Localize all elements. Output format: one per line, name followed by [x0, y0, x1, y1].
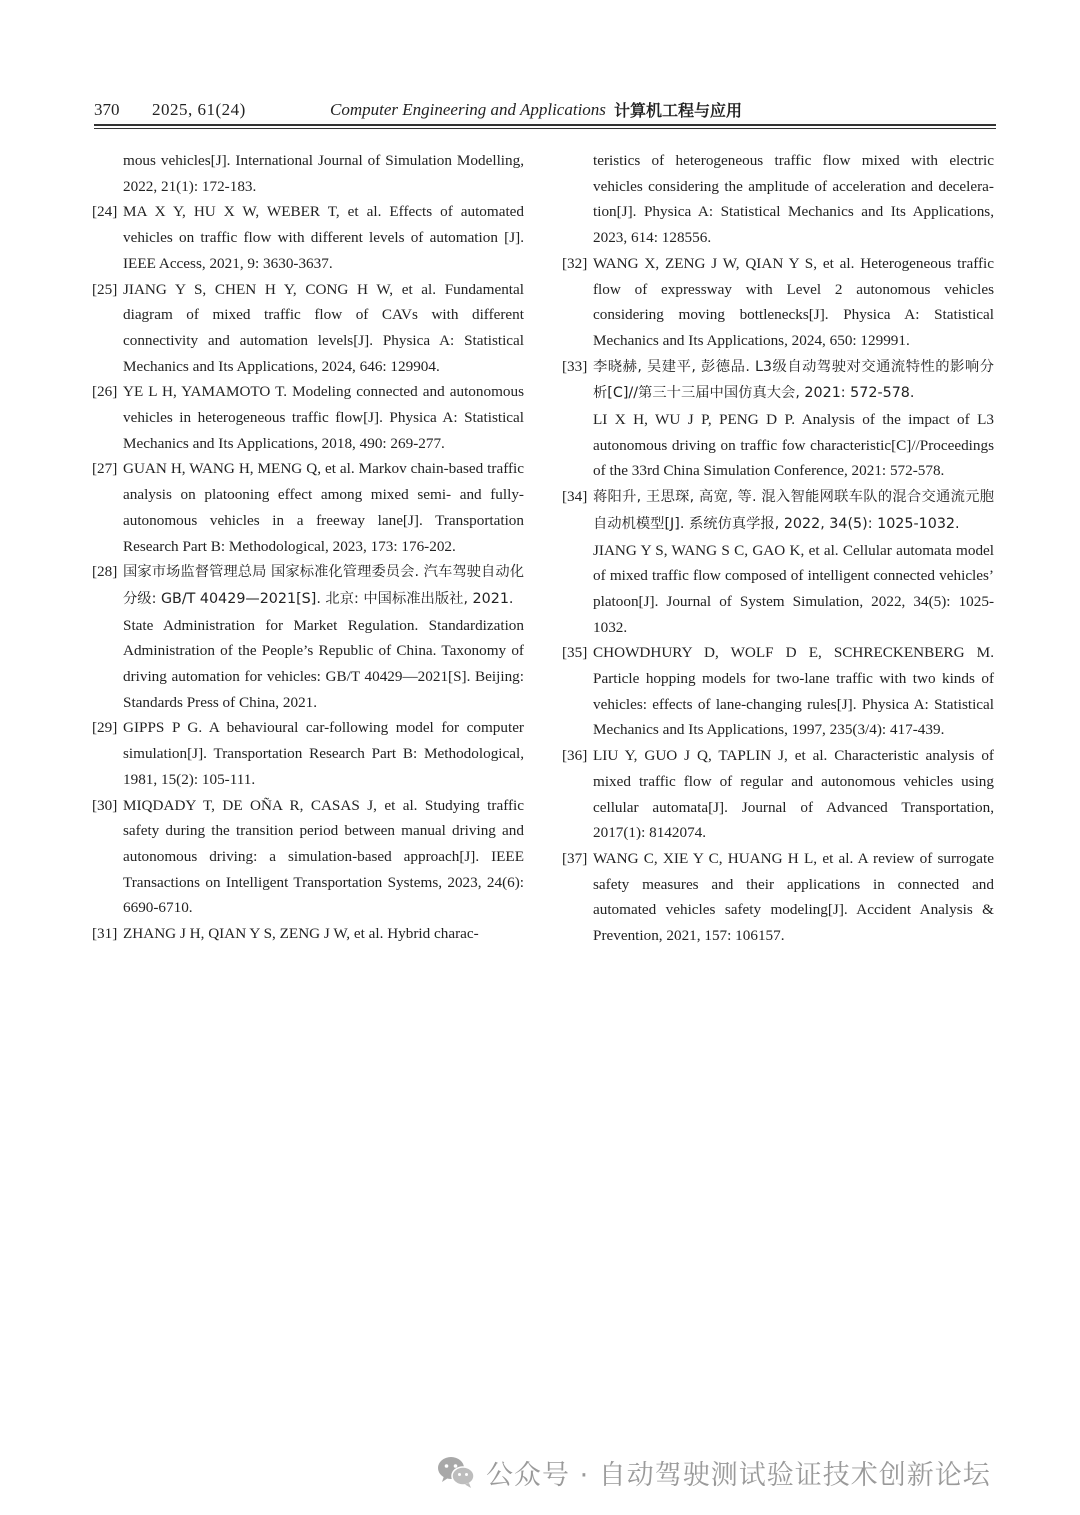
reference-text: CHOWDHURY D, WOLF D E, SCHRECKENBERG M. Particle hopping models for two-lane traffic with two kinds of vehicles: effects of lane-changing rules[J]. Physica A: Statistical Mechanics and Its Applications, 1997, 235(3/4): 417-439. — [593, 644, 994, 739]
journal-title-en: Computer Engineering and Applications — [330, 100, 606, 119]
reference-number: [24] — [92, 203, 118, 221]
left-column — [92, 148, 524, 947]
watermark-text: 公众号 · 自动驾驶测试验证技术创新论坛 — [486, 1459, 991, 1491]
reference-item — [562, 640, 994, 743]
watermark-footer — [436, 1452, 991, 1492]
reference-item — [92, 793, 524, 922]
reference-number: [28] — [92, 563, 118, 581]
reference-text: ZHANG J H, QIAN Y S, ZENG J W, et al. Hybrid charac- — [123, 925, 479, 943]
reference-item — [92, 715, 524, 792]
reference-text: GUAN H, WANG H, MENG Q, et al. Markov chain-based traffic analysis on platooning effect among mixed semi- and fully-autonomous vehicles in a freeway lane[J]. Transportation Research Part B: Methodological, 2023, 173: 176-202. — [123, 460, 524, 555]
reference-text: LIU Y, GUO J Q, TAPLIN J, et al. Characteristic analysis of mixed traffic flow of regular and autonomous vehicles using cellular automata[J]. Journal of Advanced Transportation, 2017(1): 8142074. — [593, 747, 994, 842]
reference-text: MIQDADY T, DE OÑA R, CASAS J, et al. Studying traffic safety during the transition period between manual driving and autonomous driving: a simulation-based approach[J]. IEEE Transactions on Intelligent Transportation Systems, 2023, 24(6): 6690-6710. — [123, 796, 524, 917]
header-rule-thin — [94, 128, 996, 129]
reference-text-cn: 国家市场监督管理总局 国家标准化管理委员会. 汽车驾驶自动化分级: GB/T 40429—2021[S]. 北京: 中国标准出版社, 2021. — [123, 564, 524, 607]
reference-text: JIANG Y S, WANG S C, GAO K, et al. Cellular automata model of mixed traffic flow composed of intelligent connected vehicles’ platoon[J]. Journal of System Simulation, 2022, 34(5): 1025-1032. — [593, 541, 994, 636]
issue-info: 2025, 61(24) — [152, 100, 246, 119]
reference-number: [25] — [92, 280, 118, 298]
right-column — [562, 148, 994, 949]
reference-number: [34] — [562, 488, 588, 506]
reference-item — [92, 456, 524, 559]
reference-text: GIPPS P G. A behavioural car-following model for computer simulation[J]. Transportation Research Part B: Methodological, 1981, 15(2): 105-111. — [123, 719, 524, 788]
page-number: 370 — [94, 100, 120, 119]
reference-text: LI X H, WU J P, PENG D P. Analysis of the impact of L3 autonomous driving on traffic fow characteristic[C]//Proceedings of the 33rd China Simulation Conference, 2021: 572-578. — [593, 411, 994, 480]
reference-number: [32] — [562, 254, 588, 272]
reference-text-cn: 李晓赫, 吴建平, 彭德品. L3级自动驾驶对交通流特性的影响分析[C]//第三十三届中国仿真大会, 2021: 572-578. — [593, 358, 994, 402]
reference-item — [92, 199, 524, 276]
reference-number: [27] — [92, 460, 118, 478]
reference-text: MA X Y, HU X W, WEBER T, et al. Effects of automated vehicles on traffic flow with different levels of automation [J]. IEEE Access, 2021, 9: 3630-3637. — [123, 203, 524, 272]
reference-continuation: teristics of heterogeneous traffic flow mixed with electric vehicles considering the amplitude of acceleration and decelera-tion[J]. Physica A: Statistical Mechanics and Its Applications, 2023, 614: 128556. — [593, 152, 994, 247]
reference-text: WANG C, XIE Y C, HUANG H L, et al. A review of surrogate safety measures and their applications in connected and automated vehicles safety modeling[J]. Accident Analysis & Prevention, 2021, 157: 106157. — [593, 849, 994, 945]
wechat-icon — [436, 1455, 476, 1489]
header-rule-thick — [94, 124, 996, 126]
reference-number: [31] — [92, 925, 118, 943]
reference-item — [562, 484, 994, 640]
reference-text: State Administration for Market Regulation. Standardization Administration of the People’s Republic of China. Taxonomy of driving automation for vehicles: GB/T 40429—2021[S]. Beijing: Standards Press of China, 2021. — [123, 616, 524, 711]
reference-number: [26] — [92, 383, 118, 401]
reference-item — [562, 251, 994, 354]
reference-text-cn: 蒋阳升, 王思琛, 高宽, 等. 混入智能网联车队的混合交通流元胞自动机模型[J]. 系统仿真学报, 2022, 34(5): 1025-1032. — [593, 489, 994, 532]
reference-text: JIANG Y S, CHEN H Y, CONG H W, et al. Fundamental diagram of mixed traffic flow of CAVs with different connectivity and automation levels[J]. Physica A: Statistical Mechanics and Its Applications, 2024, 646: 129904. — [123, 280, 524, 375]
reference-continuation: mous vehicles[J]. International Journal of Simulation Modelling, 2022, 21(1): 172-183. — [123, 152, 524, 195]
reference-item — [562, 846, 994, 949]
reference-number: [36] — [562, 747, 588, 765]
reference-item — [92, 277, 524, 380]
reference-item — [562, 354, 994, 485]
reference-number: [30] — [92, 796, 118, 814]
reference-item — [562, 743, 994, 846]
reference-number: [37] — [562, 849, 588, 867]
reference-item — [92, 379, 524, 456]
running-header — [94, 96, 996, 124]
reference-number: [33] — [562, 357, 588, 375]
reference-number: [29] — [92, 719, 118, 737]
reference-number: [35] — [562, 644, 588, 662]
reference-text: WANG X, ZENG J W, QIAN Y S, et al. Heterogeneous traffic flow of expressway with Level 2 autonomous vehicles considering moving bottlenecks[J]. Physica A: Statistical Mechanics and Its Applications, 2024, 650: 129991. — [593, 254, 994, 349]
reference-text: YE L H, YAMAMOTO T. Modeling connected and autonomous vehicles in heterogeneous traffic flow[J]. Physica A: Statistical Mechanics and Its Applications, 2018, 490: 269-277. — [123, 383, 524, 452]
journal-title-cn: 计算机工程与应用 — [614, 101, 743, 120]
reference-item — [92, 921, 524, 947]
reference-item — [92, 559, 524, 715]
